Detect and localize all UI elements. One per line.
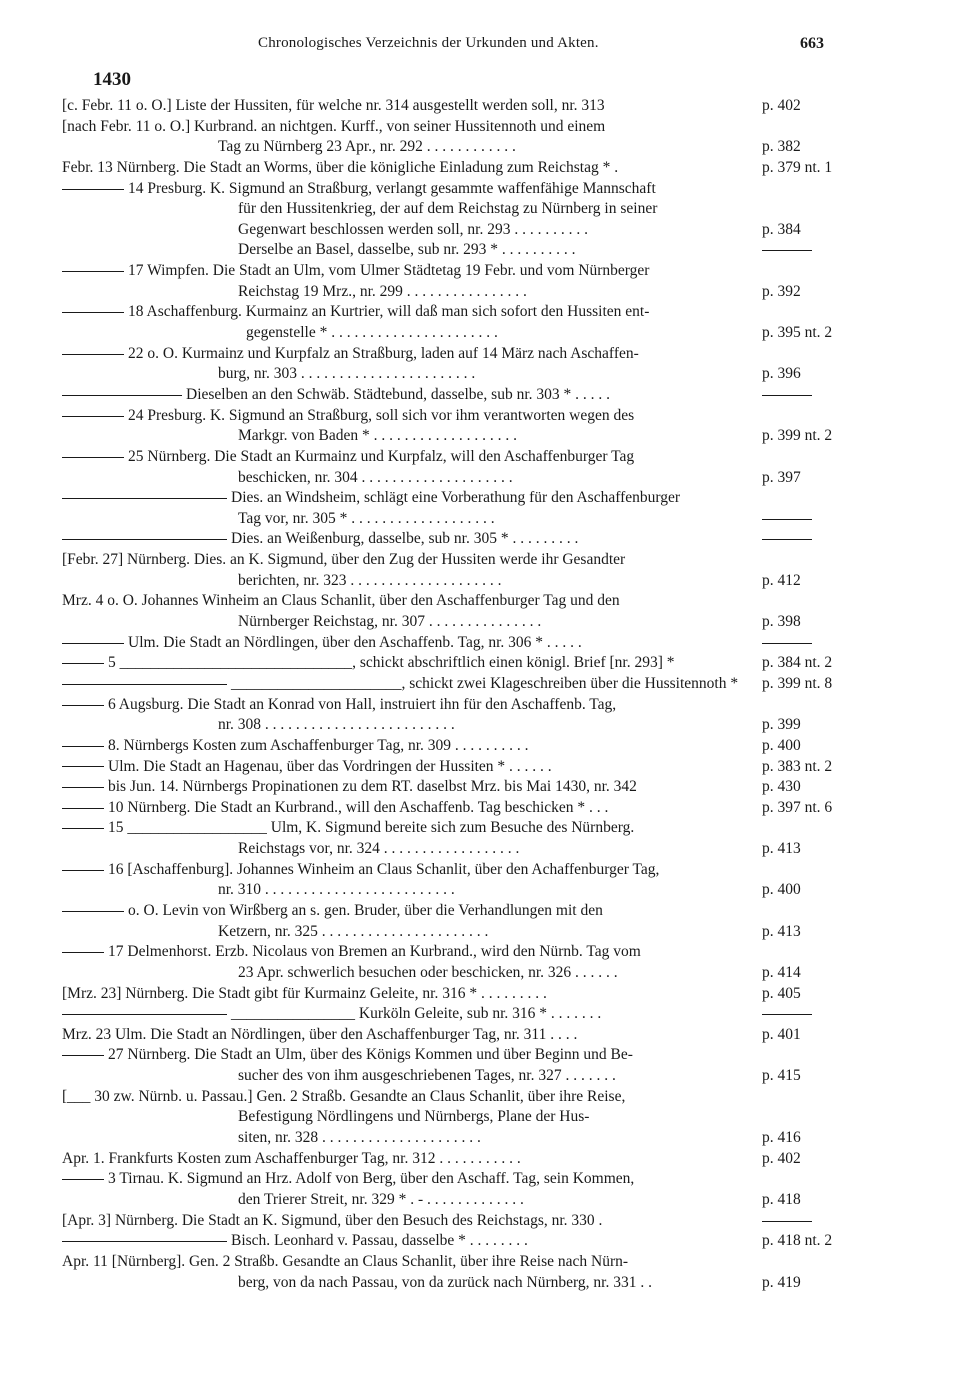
ditto-reference-dash bbox=[762, 1014, 812, 1015]
page-reference: p. 413 bbox=[762, 922, 801, 940]
ditto-dash bbox=[62, 416, 124, 417]
entry-text bbox=[62, 612, 780, 633]
entry-text bbox=[62, 922, 780, 943]
entry-text-content: den Trierer Streit, nr. 329 * . - . . . . . . . . . . . . . bbox=[238, 1190, 524, 1208]
entry-text bbox=[62, 963, 780, 984]
page-reference: p. 401 bbox=[762, 1025, 801, 1043]
entry-line bbox=[0, 633, 960, 654]
entry-line bbox=[0, 839, 960, 860]
entry-text-content: berichten, nr. 323 . . . . . . . . . . . . . . . . . . . . bbox=[238, 571, 502, 589]
page-reference: p. 402 bbox=[762, 97, 801, 114]
entry-text-content: Dies. an Windsheim, schlägt eine Vorberathung für den Aschaffenburger bbox=[231, 489, 681, 507]
page-reference: p. 412 bbox=[762, 571, 801, 589]
entry-text bbox=[62, 736, 780, 757]
entry-text bbox=[62, 860, 780, 881]
entry-text-content: 23 Apr. schwerlich besuchen oder beschicken, nr. 326 . . . . . . bbox=[238, 963, 618, 981]
ditto-dash bbox=[62, 312, 124, 313]
page-reference: p. 399 nt. 2 bbox=[762, 427, 833, 445]
entry-line bbox=[0, 323, 960, 344]
ditto-dash bbox=[62, 189, 124, 190]
ditto-dash bbox=[62, 457, 124, 458]
page-reference: p. 405 bbox=[762, 984, 801, 1002]
entry-text bbox=[62, 117, 780, 138]
entry-text bbox=[62, 1025, 780, 1046]
entry-text-content: 17 Wimpfen. Die Stadt an Ulm, vom Ulmer Städtetag 19 Febr. und vom Nürnberger bbox=[128, 262, 650, 280]
ditto-dash bbox=[62, 1055, 104, 1056]
entry-line bbox=[0, 695, 960, 716]
entry-text bbox=[62, 633, 780, 654]
entry-line bbox=[0, 1190, 960, 1211]
page-reference bbox=[762, 633, 842, 654]
entry-line bbox=[0, 984, 960, 1005]
entry-text-content: [nach Febr. 11 o. O.] Kurbrand. an nichtgen. Kurff., von seiner Hussitennoth und einem bbox=[62, 117, 606, 135]
entry-text bbox=[62, 798, 780, 819]
ditto-dash bbox=[62, 705, 104, 706]
entry-text-content: 18 Aschaffenburg. Kurmainz an Kurtrier, will daß man sich sofort den Hussiten ent- bbox=[128, 303, 650, 321]
page-header bbox=[0, 35, 960, 55]
ditto-reference-dash bbox=[762, 539, 812, 540]
entry-text bbox=[62, 818, 780, 839]
entry-line bbox=[0, 777, 960, 798]
page-reference: p. 413 bbox=[762, 840, 801, 858]
entry-line bbox=[0, 1169, 960, 1190]
ditto-dash bbox=[62, 808, 104, 809]
entry-line bbox=[0, 529, 960, 550]
entry-text bbox=[62, 880, 780, 901]
entry-text bbox=[62, 158, 780, 179]
entry-text-content: 6 Augsburg. Die Stadt an Konrad von Hall, instruiert ihn für den Aschaffenb. Tag, bbox=[108, 695, 617, 713]
entry-line bbox=[0, 1149, 960, 1170]
entry-text-content: für den Hussitenkrieg, der auf dem Reichstag zu Nürnberg in seiner bbox=[238, 200, 658, 218]
page-reference: p. 392 bbox=[762, 282, 801, 300]
entry-text bbox=[62, 1004, 780, 1025]
entry-line bbox=[0, 860, 960, 881]
entry-line bbox=[0, 302, 960, 323]
entry-text bbox=[62, 571, 780, 592]
entry-text bbox=[62, 942, 780, 963]
entry-line bbox=[0, 199, 960, 220]
year-heading: 1430 bbox=[93, 69, 131, 90]
ditto-dash bbox=[62, 1241, 227, 1242]
page-reference: p. 396 bbox=[762, 365, 801, 383]
entry-line bbox=[0, 901, 960, 922]
entry-text bbox=[62, 406, 780, 427]
entry-line bbox=[0, 798, 960, 819]
entry-line bbox=[0, 942, 960, 963]
entry-text-content: [Febr. 27] Nürnberg. Dies. an K. Sigmund, über den Zug der Hussiten werde ihr Gesandter bbox=[62, 551, 626, 569]
entry-text bbox=[62, 1107, 780, 1128]
ditto-dash bbox=[62, 766, 104, 767]
entry-line bbox=[0, 818, 960, 839]
entry-text bbox=[62, 1149, 780, 1170]
entry-line bbox=[0, 1128, 960, 1149]
entry-text-content: Gegenwart beschlossen werden soll, nr. 293 . . . . . . . . . . bbox=[238, 220, 588, 238]
page-reference: p. 384 nt. 2 bbox=[762, 654, 833, 672]
entry-line bbox=[0, 757, 960, 778]
page-reference: p. 379 nt. 1 bbox=[762, 158, 833, 176]
entry-line bbox=[0, 179, 960, 200]
entry-text bbox=[62, 1045, 780, 1066]
entry-text-content: siten, nr. 328 . . . . . . . . . . . . . . . . . . . . . bbox=[238, 1129, 481, 1147]
entry-text-content: 8. Nürnbergs Kosten zum Aschaffenburger Tag, nr. 309 . . . . . . . . . . bbox=[108, 736, 529, 754]
entry-text bbox=[62, 509, 780, 530]
entry-line bbox=[0, 1273, 960, 1294]
entry-text bbox=[62, 1066, 780, 1087]
entry-text bbox=[62, 344, 780, 365]
entry-text bbox=[62, 488, 780, 509]
entry-text bbox=[62, 1211, 780, 1232]
entry-text-content: [Apr. 3] Nürnberg. Die Stadt an K. Sigmund, über den Besuch des Reichstags, nr. 330 . bbox=[62, 1211, 603, 1229]
entry-text bbox=[62, 137, 780, 158]
entry-text-content: 22 o. O. Kurmainz und Kurpfalz an Straßburg, laden auf 14 März nach Aschaffen- bbox=[128, 344, 639, 362]
entry-text-content: Mrz. 23 Ulm. Die Stadt an Nördlingen, über den Aschaffenburger Tag, nr. 311 . . . . bbox=[62, 1025, 578, 1043]
entry-text bbox=[62, 199, 780, 220]
entry-text-content: Ketzern, nr. 325 . . . . . . . . . . . . . . . . . . . . . . bbox=[218, 922, 489, 940]
entry-text bbox=[62, 364, 780, 385]
ditto-dash bbox=[62, 870, 104, 871]
entry-line bbox=[0, 117, 960, 138]
entry-line bbox=[0, 736, 960, 757]
entry-text bbox=[62, 96, 780, 117]
entry-text bbox=[62, 1087, 780, 1108]
entry-text-content: 24 Presburg. K. Sigmund an Straßburg, soll sich vor ihm verantworten wegen des bbox=[128, 406, 635, 424]
entry-text bbox=[62, 179, 780, 200]
entry-text-content: 14 Presburg. K. Sigmund an Straßburg, verlangt gesammte waffenfähige Mannschaft bbox=[128, 179, 656, 197]
entry-line bbox=[0, 1004, 960, 1025]
entry-text-content: nr. 310 . . . . . . . . . . . . . . . . . . . . . . . . . bbox=[218, 881, 455, 899]
page-reference: p. 397 nt. 6 bbox=[762, 798, 833, 816]
entry-text bbox=[62, 695, 780, 716]
entry-text bbox=[62, 447, 780, 468]
entry-line bbox=[0, 880, 960, 901]
page-reference bbox=[762, 1211, 842, 1232]
entry-text-content: Tag zu Nürnberg 23 Apr., nr. 292 . . . . . . . . . . . . bbox=[218, 138, 516, 156]
entry-line bbox=[0, 426, 960, 447]
page-reference: p. 430 bbox=[762, 778, 801, 796]
entry-text-content: 10 Nürnberg. Die Stadt an Kurbrand., will den Aschaffenb. Tag beschicken * . . . bbox=[108, 798, 609, 816]
entry-text-content: gegenstelle * . . . . . . . . . . . . . . . . . . . . . . bbox=[246, 324, 498, 342]
page-reference: p. 399 bbox=[762, 716, 801, 734]
page-reference: p. 419 bbox=[762, 1273, 801, 1291]
entry-line bbox=[0, 240, 960, 261]
page-reference: p. 400 bbox=[762, 881, 801, 899]
entry-text bbox=[62, 1273, 780, 1294]
entry-text-content: beschicken, nr. 304 . . . . . . . . . . . . . . . . . . . . bbox=[238, 468, 513, 486]
entry-line bbox=[0, 1107, 960, 1128]
entry-text-content: Bisch. Leonhard v. Passau, dasselbe * . . . . . . . . bbox=[231, 1232, 528, 1250]
entry-text bbox=[62, 240, 780, 261]
ditto-reference-dash bbox=[762, 1221, 812, 1222]
ditto-dash bbox=[62, 952, 104, 953]
entry-line bbox=[0, 282, 960, 303]
entry-line bbox=[0, 96, 960, 117]
entry-list bbox=[0, 96, 960, 1293]
page-reference: p. 398 bbox=[762, 613, 801, 631]
entry-text-content: 25 Nürnberg. Die Stadt an Kurmainz und Kurpfalz, will den Aschaffenburger Tag bbox=[128, 447, 635, 465]
page-reference: p. 399 nt. 8 bbox=[762, 674, 833, 692]
entry-text-content: Reichstag 19 Mrz., nr. 299 . . . . . . . . . . . . . . . . bbox=[238, 282, 527, 300]
page-reference bbox=[762, 240, 842, 261]
ditto-dash bbox=[62, 395, 182, 396]
entry-text-content: Ulm. Die Stadt an Hagenau, über das Vordringen der Hussiten * . . . . . . bbox=[108, 757, 552, 775]
entry-text bbox=[62, 1231, 780, 1252]
ditto-dash bbox=[62, 354, 124, 355]
page-reference bbox=[762, 509, 842, 530]
entry-text bbox=[62, 468, 780, 489]
page-reference: p. 397 bbox=[762, 468, 801, 486]
entry-text-content: ________________ Kurköln Geleite, sub nr. 316 * . . . . . . . bbox=[231, 1005, 602, 1023]
ditto-dash bbox=[62, 663, 104, 664]
entry-text-content: Dieselben an den Schwäb. Städtebund, dasselbe, sub nr. 303 * . . . . . bbox=[186, 385, 611, 403]
entry-text bbox=[62, 653, 780, 674]
entry-line bbox=[0, 1045, 960, 1066]
entry-text bbox=[62, 385, 780, 406]
ditto-dash bbox=[62, 684, 227, 685]
entry-text-content: 5 ______________________________, schickt abschriftlich einen königl. Brief [nr. 293] * bbox=[108, 654, 675, 672]
page-reference: p. 416 bbox=[762, 1129, 801, 1147]
entry-text-content: 16 [Aschaffenburg]. Johannes Winheim an Claus Schanlit, über den Achaffenburger Tag, bbox=[108, 860, 660, 878]
entry-text bbox=[62, 1128, 780, 1149]
ditto-dash bbox=[62, 1179, 104, 1180]
entry-line bbox=[0, 468, 960, 489]
running-title: Chronologisches Verzeichnis der Urkunden und Akten. bbox=[258, 35, 599, 51]
entry-text-content: Reichstags vor, nr. 324 . . . . . . . . . . . . . . . . . . bbox=[238, 840, 520, 858]
entry-text-content: berg, von da nach Passau, von da zurück nach Nürnberg, nr. 331 . . bbox=[238, 1273, 652, 1291]
entry-text-content: Derselbe an Basel, dasselbe, sub nr. 293 * . . . . . . . . . . bbox=[238, 241, 576, 259]
ditto-reference-dash bbox=[762, 250, 812, 251]
entry-text-content: Markgr. von Baden * . . . . . . . . . . . . . . . . . . . bbox=[238, 427, 517, 445]
ditto-dash bbox=[62, 539, 227, 540]
entry-line bbox=[0, 406, 960, 427]
ditto-dash bbox=[62, 498, 227, 499]
ditto-dash bbox=[62, 643, 124, 644]
entry-line bbox=[0, 1211, 960, 1232]
entry-text-content: Ulm. Die Stadt an Nördlingen, über den Aschaffenb. Tag, nr. 306 * . . . . . bbox=[128, 633, 582, 651]
entry-text-content: 3 Tirnau. K. Sigmund an Hrz. Adolf von Berg, über den Aschaff. Tag, sein Kommen, bbox=[108, 1170, 635, 1188]
ditto-dash bbox=[62, 1014, 227, 1015]
entry-text bbox=[62, 674, 780, 695]
entry-line bbox=[0, 364, 960, 385]
entry-text bbox=[62, 529, 780, 550]
page-reference: p. 383 nt. 2 bbox=[762, 757, 833, 775]
page-reference: p. 382 bbox=[762, 138, 801, 156]
entry-text-content: [Mrz. 23] Nürnberg. Die Stadt gibt für Kurmainz Geleite, nr. 316 * . . . . . . . . . bbox=[62, 984, 547, 1002]
ditto-reference-dash bbox=[762, 395, 812, 396]
page-reference bbox=[762, 385, 842, 406]
entry-line bbox=[0, 1066, 960, 1087]
entry-text bbox=[62, 426, 780, 447]
entry-line bbox=[0, 1252, 960, 1273]
entry-line bbox=[0, 550, 960, 571]
page-reference: p. 418 nt. 2 bbox=[762, 1232, 833, 1250]
entry-line bbox=[0, 715, 960, 736]
entry-text bbox=[62, 302, 780, 323]
entry-text bbox=[62, 550, 780, 571]
entry-text-content: Mrz. 4 o. O. Johannes Winheim an Claus Schanlit, über den Aschaffenburger Tag und den bbox=[62, 592, 620, 610]
page-number: 663 bbox=[800, 35, 824, 52]
entry-line bbox=[0, 612, 960, 633]
entry-text-content: nr. 308 . . . . . . . . . . . . . . . . . . . . . . . . . bbox=[218, 716, 455, 734]
entry-text-content: Apr. 11 [Nürnberg]. Gen. 2 Straßb. Gesandte an Claus Schanlit, über ihre Reise nach Nürn- bbox=[62, 1252, 629, 1270]
entry-text-content: 15 __________________ Ulm, K. Sigmund bereite sich zum Besuche des Nürnberg. bbox=[108, 819, 635, 837]
entry-line bbox=[0, 963, 960, 984]
entry-text bbox=[62, 1190, 780, 1211]
entry-text-content: Befestigung Nördlingens und Nürnbergs, Plane der Hus- bbox=[238, 1108, 590, 1126]
entry-text-content: burg, nr. 303 . . . . . . . . . . . . . . . . . . . . . . . bbox=[218, 365, 476, 383]
entry-line bbox=[0, 344, 960, 365]
entry-text bbox=[62, 901, 780, 922]
entry-line bbox=[0, 261, 960, 282]
entry-text bbox=[62, 220, 780, 241]
entry-line bbox=[0, 1025, 960, 1046]
entry-line bbox=[0, 158, 960, 179]
page-reference bbox=[762, 1004, 842, 1025]
entry-text bbox=[62, 839, 780, 860]
entry-text bbox=[62, 591, 780, 612]
entry-line bbox=[0, 220, 960, 241]
page-reference: p. 415 bbox=[762, 1067, 801, 1085]
entry-line bbox=[0, 509, 960, 530]
ditto-reference-dash bbox=[762, 643, 812, 644]
entry-line bbox=[0, 653, 960, 674]
entry-text bbox=[62, 1252, 780, 1273]
entry-text-content: o. O. Levin von Wirßberg an s. gen. Bruder, über die Verhandlungen mit den bbox=[128, 901, 603, 919]
page-reference bbox=[762, 529, 842, 550]
entry-text bbox=[62, 715, 780, 736]
ditto-dash bbox=[62, 271, 124, 272]
page-reference: p. 418 bbox=[762, 1190, 801, 1208]
entry-text-content: Apr. 1. Frankfurts Kosten zum Aschaffenburger Tag, nr. 312 . . . . . . . . . . . bbox=[62, 1149, 521, 1167]
entry-line bbox=[0, 591, 960, 612]
entry-line bbox=[0, 1087, 960, 1108]
ditto-dash bbox=[62, 911, 124, 912]
page-reference: p. 402 bbox=[762, 1149, 801, 1167]
entry-text-content: sucher des von ihm ausgeschriebenen Tages, nr. 327 . . . . . . . bbox=[238, 1067, 616, 1085]
entry-text bbox=[62, 261, 780, 282]
page-reference: p. 384 bbox=[762, 220, 801, 238]
entry-text bbox=[62, 757, 780, 778]
entry-text-content: Febr. 13 Nürnberg. Die Stadt an Worms, über die königliche Einladung zum Reichstag * . bbox=[62, 158, 619, 176]
entry-text-content: Nürnberger Reichstag, nr. 307 . . . . . . . . . . . . . . . bbox=[238, 613, 542, 631]
ditto-dash bbox=[62, 828, 104, 829]
entry-text bbox=[62, 984, 780, 1005]
entry-line bbox=[0, 385, 960, 406]
entry-text-content: 27 Nürnberg. Die Stadt an Ulm, über des Königs Kommen und über Beginn und Be- bbox=[108, 1046, 633, 1064]
entry-text-content: 17 Delmenhorst. Erzb. Nicolaus von Bremen an Kurbrand., wird den Nürnb. Tag vom bbox=[108, 943, 641, 961]
page-reference: p. 400 bbox=[762, 736, 801, 754]
entry-text bbox=[62, 323, 780, 344]
page-reference: p. 395 nt. 2 bbox=[762, 324, 833, 342]
entry-line bbox=[0, 137, 960, 158]
entry-text-content: Tag vor, nr. 305 * . . . . . . . . . . . . . . . . . . . bbox=[238, 509, 495, 527]
entry-text bbox=[62, 1169, 780, 1190]
entry-line bbox=[0, 1231, 960, 1252]
entry-line bbox=[0, 488, 960, 509]
entry-text bbox=[62, 777, 780, 798]
entry-text-content: [c. Febr. 11 o. O.] Liste der Hussiten, für welche nr. 314 ausgestellt werden soll, nr. 313 bbox=[62, 97, 605, 114]
entry-text-content: [___ 30 zw. Nürnb. u. Passau.] Gen. 2 Straßb. Gesandte an Claus Schanlit, über ihre Reise, bbox=[62, 1087, 626, 1105]
entry-line bbox=[0, 674, 960, 695]
entry-text bbox=[62, 282, 780, 303]
ditto-dash bbox=[62, 787, 104, 788]
entry-text-content: ______________________, schickt zwei Klageschreiben über die Hussitennoth * bbox=[231, 674, 739, 692]
entry-text-content: bis Jun. 14. Nürnbergs Propinationen zu dem RT. daselbst Mrz. bis Mai 1430, nr. 342 bbox=[108, 778, 637, 796]
page-reference: p. 414 bbox=[762, 963, 801, 981]
ditto-dash bbox=[62, 746, 104, 747]
entry-line bbox=[0, 922, 960, 943]
entry-line bbox=[0, 571, 960, 592]
entry-line bbox=[0, 447, 960, 468]
ditto-reference-dash bbox=[762, 519, 812, 520]
entry-text-content: Dies. an Weißenburg, dasselbe, sub nr. 305 * . . . . . . . . . bbox=[231, 530, 579, 548]
